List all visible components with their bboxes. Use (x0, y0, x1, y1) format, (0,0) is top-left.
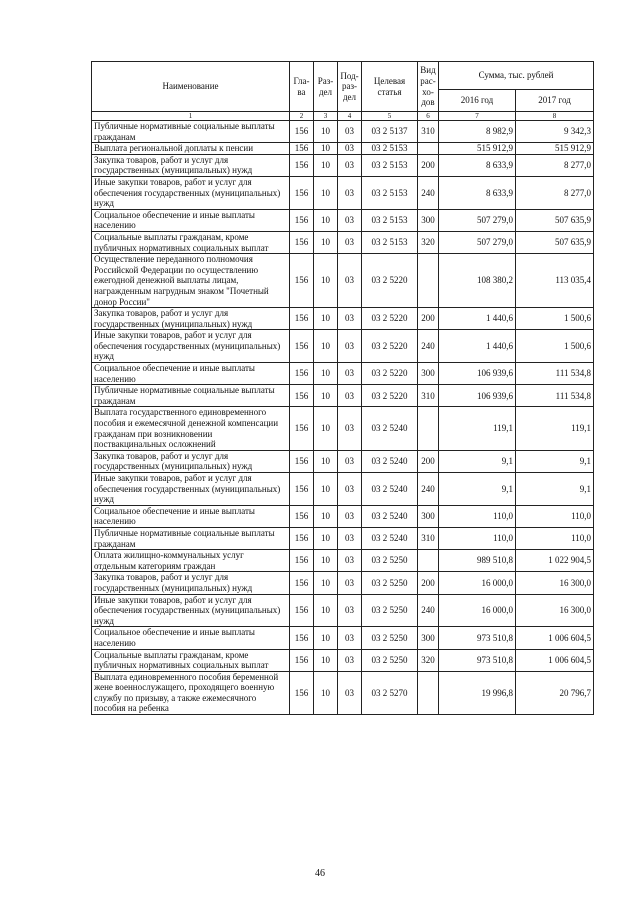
cell-podrazdel: 03 (338, 308, 362, 330)
cell-vid (418, 550, 439, 572)
cell-podrazdel: 03 (338, 505, 362, 527)
header-sum: Сумма, тыс. рублей (439, 62, 594, 90)
cell-sum-2017: 16 300,0 (516, 572, 594, 594)
column-number: 5 (362, 112, 418, 121)
cell-sum-2016: 1 440,6 (439, 308, 516, 330)
cell-podrazdel: 03 (338, 450, 362, 472)
cell-sum-2017: 1 500,6 (516, 330, 594, 363)
cell-sum-2017: 119,1 (516, 407, 594, 450)
cell-razdel: 10 (314, 154, 338, 176)
cell-glava: 156 (290, 450, 314, 472)
cell-sum-2016: 16 000,0 (439, 572, 516, 594)
table-row (92, 649, 594, 671)
cell-sum-2016: 8 982,9 (439, 121, 516, 143)
cell-glava: 156 (290, 254, 314, 308)
cell-sum-2017: 110,0 (516, 527, 594, 549)
cell-sum-2016: 108 380,2 (439, 254, 516, 308)
cell-sum-2016: 1 440,6 (439, 330, 516, 363)
cell-sum-2017: 515 912,9 (516, 143, 594, 155)
cell-glava: 156 (290, 143, 314, 155)
cell-glava: 156 (290, 308, 314, 330)
table-row (92, 505, 594, 527)
cell-sum-2016: 989 510,8 (439, 550, 516, 572)
cell-podrazdel: 03 (338, 143, 362, 155)
cell-razdel: 10 (314, 385, 338, 407)
header-2017: 2017 год (516, 90, 594, 112)
column-number: 7 (439, 112, 516, 121)
cell-vid: 300 (418, 627, 439, 649)
cell-target: 03 2 5137 (362, 121, 418, 143)
cell-podrazdel: 03 (338, 594, 362, 627)
cell-target: 03 2 5250 (362, 594, 418, 627)
cell-razdel: 10 (314, 649, 338, 671)
table-row (92, 330, 594, 363)
cell-vid: 310 (418, 527, 439, 549)
cell-sum-2016: 9,1 (439, 473, 516, 506)
cell-vid: 240 (418, 330, 439, 363)
row-name: Социальные выплаты гражданам, кроме публичных нормативных социальных выплат (92, 649, 290, 671)
table-row (92, 450, 594, 472)
cell-glava: 156 (290, 572, 314, 594)
cell-podrazdel: 03 (338, 330, 362, 363)
cell-podrazdel: 03 (338, 176, 362, 209)
cell-vid: 240 (418, 176, 439, 209)
column-number: 6 (418, 112, 439, 121)
cell-vid: 200 (418, 450, 439, 472)
cell-vid: 300 (418, 209, 439, 231)
cell-target: 03 2 5270 (362, 671, 418, 714)
cell-glava: 156 (290, 231, 314, 253)
cell-target: 03 2 5250 (362, 649, 418, 671)
cell-glava: 156 (290, 550, 314, 572)
cell-podrazdel: 03 (338, 527, 362, 549)
cell-target: 03 2 5240 (362, 450, 418, 472)
table-row (92, 572, 594, 594)
cell-razdel: 10 (314, 627, 338, 649)
cell-sum-2017: 1 500,6 (516, 308, 594, 330)
cell-razdel: 10 (314, 671, 338, 714)
table-row (92, 254, 594, 308)
cell-podrazdel: 03 (338, 209, 362, 231)
cell-podrazdel: 03 (338, 385, 362, 407)
cell-target: 03 2 5240 (362, 407, 418, 450)
cell-vid: 200 (418, 154, 439, 176)
header-target: Целевая статья (362, 62, 418, 112)
table-row (92, 473, 594, 506)
column-number: 2 (290, 112, 314, 121)
table-row (92, 154, 594, 176)
cell-sum-2017: 113 035,4 (516, 254, 594, 308)
cell-sum-2016: 19 996,8 (439, 671, 516, 714)
cell-target: 03 2 5240 (362, 505, 418, 527)
column-number: 8 (516, 112, 594, 121)
cell-vid (418, 671, 439, 714)
cell-sum-2016: 973 510,8 (439, 627, 516, 649)
cell-target: 03 2 5250 (362, 550, 418, 572)
table-row (92, 671, 594, 714)
cell-sum-2017: 507 635,9 (516, 209, 594, 231)
cell-vid: 310 (418, 385, 439, 407)
page-number: 46 (315, 868, 325, 879)
cell-target: 03 2 5220 (362, 330, 418, 363)
row-name: Публичные нормативные социальные выплаты гражданам (92, 121, 290, 143)
row-name: Публичные нормативные социальные выплаты гражданам (92, 527, 290, 549)
cell-razdel: 10 (314, 572, 338, 594)
cell-glava: 156 (290, 407, 314, 450)
cell-sum-2016: 110,0 (439, 527, 516, 549)
cell-glava: 156 (290, 627, 314, 649)
cell-sum-2017: 9,1 (516, 473, 594, 506)
cell-sum-2017: 8 277,0 (516, 154, 594, 176)
table-row (92, 143, 594, 155)
cell-sum-2017: 1 006 604,5 (516, 649, 594, 671)
cell-podrazdel: 03 (338, 231, 362, 253)
cell-glava: 156 (290, 385, 314, 407)
table-row (92, 385, 594, 407)
row-name: Закупка товаров, работ и услуг для государственных (муниципальных) нужд (92, 450, 290, 472)
table-row (92, 407, 594, 450)
header-vid: Вид рас- хо- дов (418, 62, 439, 112)
cell-podrazdel: 03 (338, 671, 362, 714)
cell-sum-2017: 8 277,0 (516, 176, 594, 209)
cell-podrazdel: 03 (338, 572, 362, 594)
cell-sum-2017: 1 006 604,5 (516, 627, 594, 649)
cell-glava: 156 (290, 154, 314, 176)
cell-razdel: 10 (314, 121, 338, 143)
cell-sum-2017: 507 635,9 (516, 231, 594, 253)
row-name: Выплата государственного единовременного пособия и ежемесячной денежной компенсации гражданам при возникновении поствакцинальных осложнений (92, 407, 290, 450)
cell-podrazdel: 03 (338, 407, 362, 450)
header-name: Наименование (92, 62, 290, 112)
cell-glava: 156 (290, 176, 314, 209)
cell-razdel: 10 (314, 450, 338, 472)
cell-glava: 156 (290, 649, 314, 671)
cell-razdel: 10 (314, 407, 338, 450)
cell-sum-2017: 20 796,7 (516, 671, 594, 714)
cell-vid (418, 407, 439, 450)
cell-sum-2016: 9,1 (439, 450, 516, 472)
column-number-row (92, 112, 594, 121)
cell-podrazdel: 03 (338, 550, 362, 572)
cell-target: 03 2 5240 (362, 527, 418, 549)
cell-sum-2017: 111 534,8 (516, 385, 594, 407)
cell-vid: 300 (418, 505, 439, 527)
budget-document (91, 61, 593, 715)
cell-target: 03 2 5220 (362, 385, 418, 407)
cell-target: 03 2 5153 (362, 176, 418, 209)
cell-vid: 240 (418, 594, 439, 627)
cell-razdel: 10 (314, 550, 338, 572)
cell-target: 03 2 5250 (362, 572, 418, 594)
cell-glava: 156 (290, 671, 314, 714)
cell-glava: 156 (290, 473, 314, 506)
cell-razdel: 10 (314, 209, 338, 231)
table-row (92, 308, 594, 330)
cell-glava: 156 (290, 363, 314, 385)
row-name: Выплата региональной доплаты к пенсии (92, 143, 290, 155)
cell-sum-2016: 106 939,6 (439, 385, 516, 407)
cell-sum-2016: 973 510,8 (439, 649, 516, 671)
cell-razdel: 10 (314, 254, 338, 308)
table-row (92, 176, 594, 209)
row-name: Закупка товаров, работ и услуг для государственных (муниципальных) нужд (92, 154, 290, 176)
table-row (92, 627, 594, 649)
row-name: Публичные нормативные социальные выплаты гражданам (92, 385, 290, 407)
row-name: Иные закупки товаров, работ и услуг для обеспечения государственных (муниципальных) нужд (92, 473, 290, 506)
row-name: Социальное обеспечение и иные выплаты населению (92, 505, 290, 527)
cell-podrazdel: 03 (338, 363, 362, 385)
cell-vid: 320 (418, 231, 439, 253)
cell-target: 03 2 5250 (362, 627, 418, 649)
cell-podrazdel: 03 (338, 473, 362, 506)
column-number: 1 (92, 112, 290, 121)
header-glava: Гла- ва (290, 62, 314, 112)
cell-target: 03 2 5240 (362, 473, 418, 506)
cell-vid: 240 (418, 473, 439, 506)
cell-sum-2016: 8 633,9 (439, 154, 516, 176)
row-name: Социальные выплаты гражданам, кроме публичных нормативных социальных выплат (92, 231, 290, 253)
cell-vid: 200 (418, 572, 439, 594)
cell-glava: 156 (290, 594, 314, 627)
row-name: Социальное обеспечение и иные выплаты населению (92, 209, 290, 231)
cell-podrazdel: 03 (338, 627, 362, 649)
cell-sum-2017: 9,1 (516, 450, 594, 472)
cell-vid (418, 143, 439, 155)
cell-sum-2016: 507 279,0 (439, 231, 516, 253)
cell-glava: 156 (290, 209, 314, 231)
cell-razdel: 10 (314, 308, 338, 330)
cell-razdel: 10 (314, 176, 338, 209)
row-name: Оплата жилищно-коммунальных услуг отдельным категориям граждан (92, 550, 290, 572)
cell-sum-2017: 111 534,8 (516, 363, 594, 385)
cell-razdel: 10 (314, 231, 338, 253)
cell-target: 03 2 5153 (362, 209, 418, 231)
cell-sum-2016: 16 000,0 (439, 594, 516, 627)
cell-glava: 156 (290, 121, 314, 143)
table-row (92, 527, 594, 549)
cell-target: 03 2 5153 (362, 143, 418, 155)
table-row (92, 209, 594, 231)
cell-sum-2016: 8 633,9 (439, 176, 516, 209)
cell-sum-2016: 106 939,6 (439, 363, 516, 385)
cell-target: 03 2 5220 (362, 308, 418, 330)
row-name: Осуществление переданного полномочия Российской Федерации по осуществлению ежегодной денежной выплаты лицам, награжденным нагрудным знаком "Почетный донор России" (92, 254, 290, 308)
header-2016: 2016 год (439, 90, 516, 112)
row-name: Иные закупки товаров, работ и услуг для обеспечения государственных (муниципальных) нужд (92, 330, 290, 363)
header-razdel: Раз- дел (314, 62, 338, 112)
cell-vid: 200 (418, 308, 439, 330)
column-number: 3 (314, 112, 338, 121)
cell-target: 03 2 5153 (362, 231, 418, 253)
cell-sum-2016: 110,0 (439, 505, 516, 527)
cell-razdel: 10 (314, 330, 338, 363)
cell-razdel: 10 (314, 473, 338, 506)
cell-sum-2017: 1 022 904,5 (516, 550, 594, 572)
cell-razdel: 10 (314, 527, 338, 549)
table-row (92, 121, 594, 143)
table-row (92, 550, 594, 572)
row-name: Социальное обеспечение и иные выплаты населению (92, 627, 290, 649)
cell-glava: 156 (290, 505, 314, 527)
row-name: Иные закупки товаров, работ и услуг для обеспечения государственных (муниципальных) нужд (92, 176, 290, 209)
row-name: Иные закупки товаров, работ и услуг для обеспечения государственных (муниципальных) нужд (92, 594, 290, 627)
row-name: Социальное обеспечение и иные выплаты населению (92, 363, 290, 385)
cell-razdel: 10 (314, 594, 338, 627)
cell-sum-2016: 119,1 (439, 407, 516, 450)
cell-target: 03 2 5220 (362, 254, 418, 308)
cell-sum-2017: 9 342,3 (516, 121, 594, 143)
cell-vid: 300 (418, 363, 439, 385)
cell-sum-2016: 515 912,9 (439, 143, 516, 155)
row-name: Закупка товаров, работ и услуг для государственных (муниципальных) нужд (92, 308, 290, 330)
cell-sum-2017: 16 300,0 (516, 594, 594, 627)
cell-razdel: 10 (314, 143, 338, 155)
cell-podrazdel: 03 (338, 121, 362, 143)
cell-razdel: 10 (314, 505, 338, 527)
cell-sum-2016: 507 279,0 (439, 209, 516, 231)
column-number: 4 (338, 112, 362, 121)
cell-target: 03 2 5153 (362, 154, 418, 176)
budget-table (91, 61, 594, 715)
cell-vid: 320 (418, 649, 439, 671)
cell-glava: 156 (290, 527, 314, 549)
header-podrazdel: Под- раз- дел (338, 62, 362, 112)
row-name: Закупка товаров, работ и услуг для государственных (муниципальных) нужд (92, 572, 290, 594)
cell-podrazdel: 03 (338, 649, 362, 671)
cell-razdel: 10 (314, 363, 338, 385)
table-row (92, 363, 594, 385)
cell-vid (418, 254, 439, 308)
table-row (92, 594, 594, 627)
cell-glava: 156 (290, 330, 314, 363)
cell-vid: 310 (418, 121, 439, 143)
row-name: Выплата единовременного пособия беременной жене военнослужащего, проходящего военную службу по призыву, а также ежемесячного пособия на ребенка (92, 671, 290, 714)
table-row (92, 231, 594, 253)
cell-sum-2017: 110,0 (516, 505, 594, 527)
cell-podrazdel: 03 (338, 254, 362, 308)
cell-podrazdel: 03 (338, 154, 362, 176)
cell-target: 03 2 5220 (362, 363, 418, 385)
